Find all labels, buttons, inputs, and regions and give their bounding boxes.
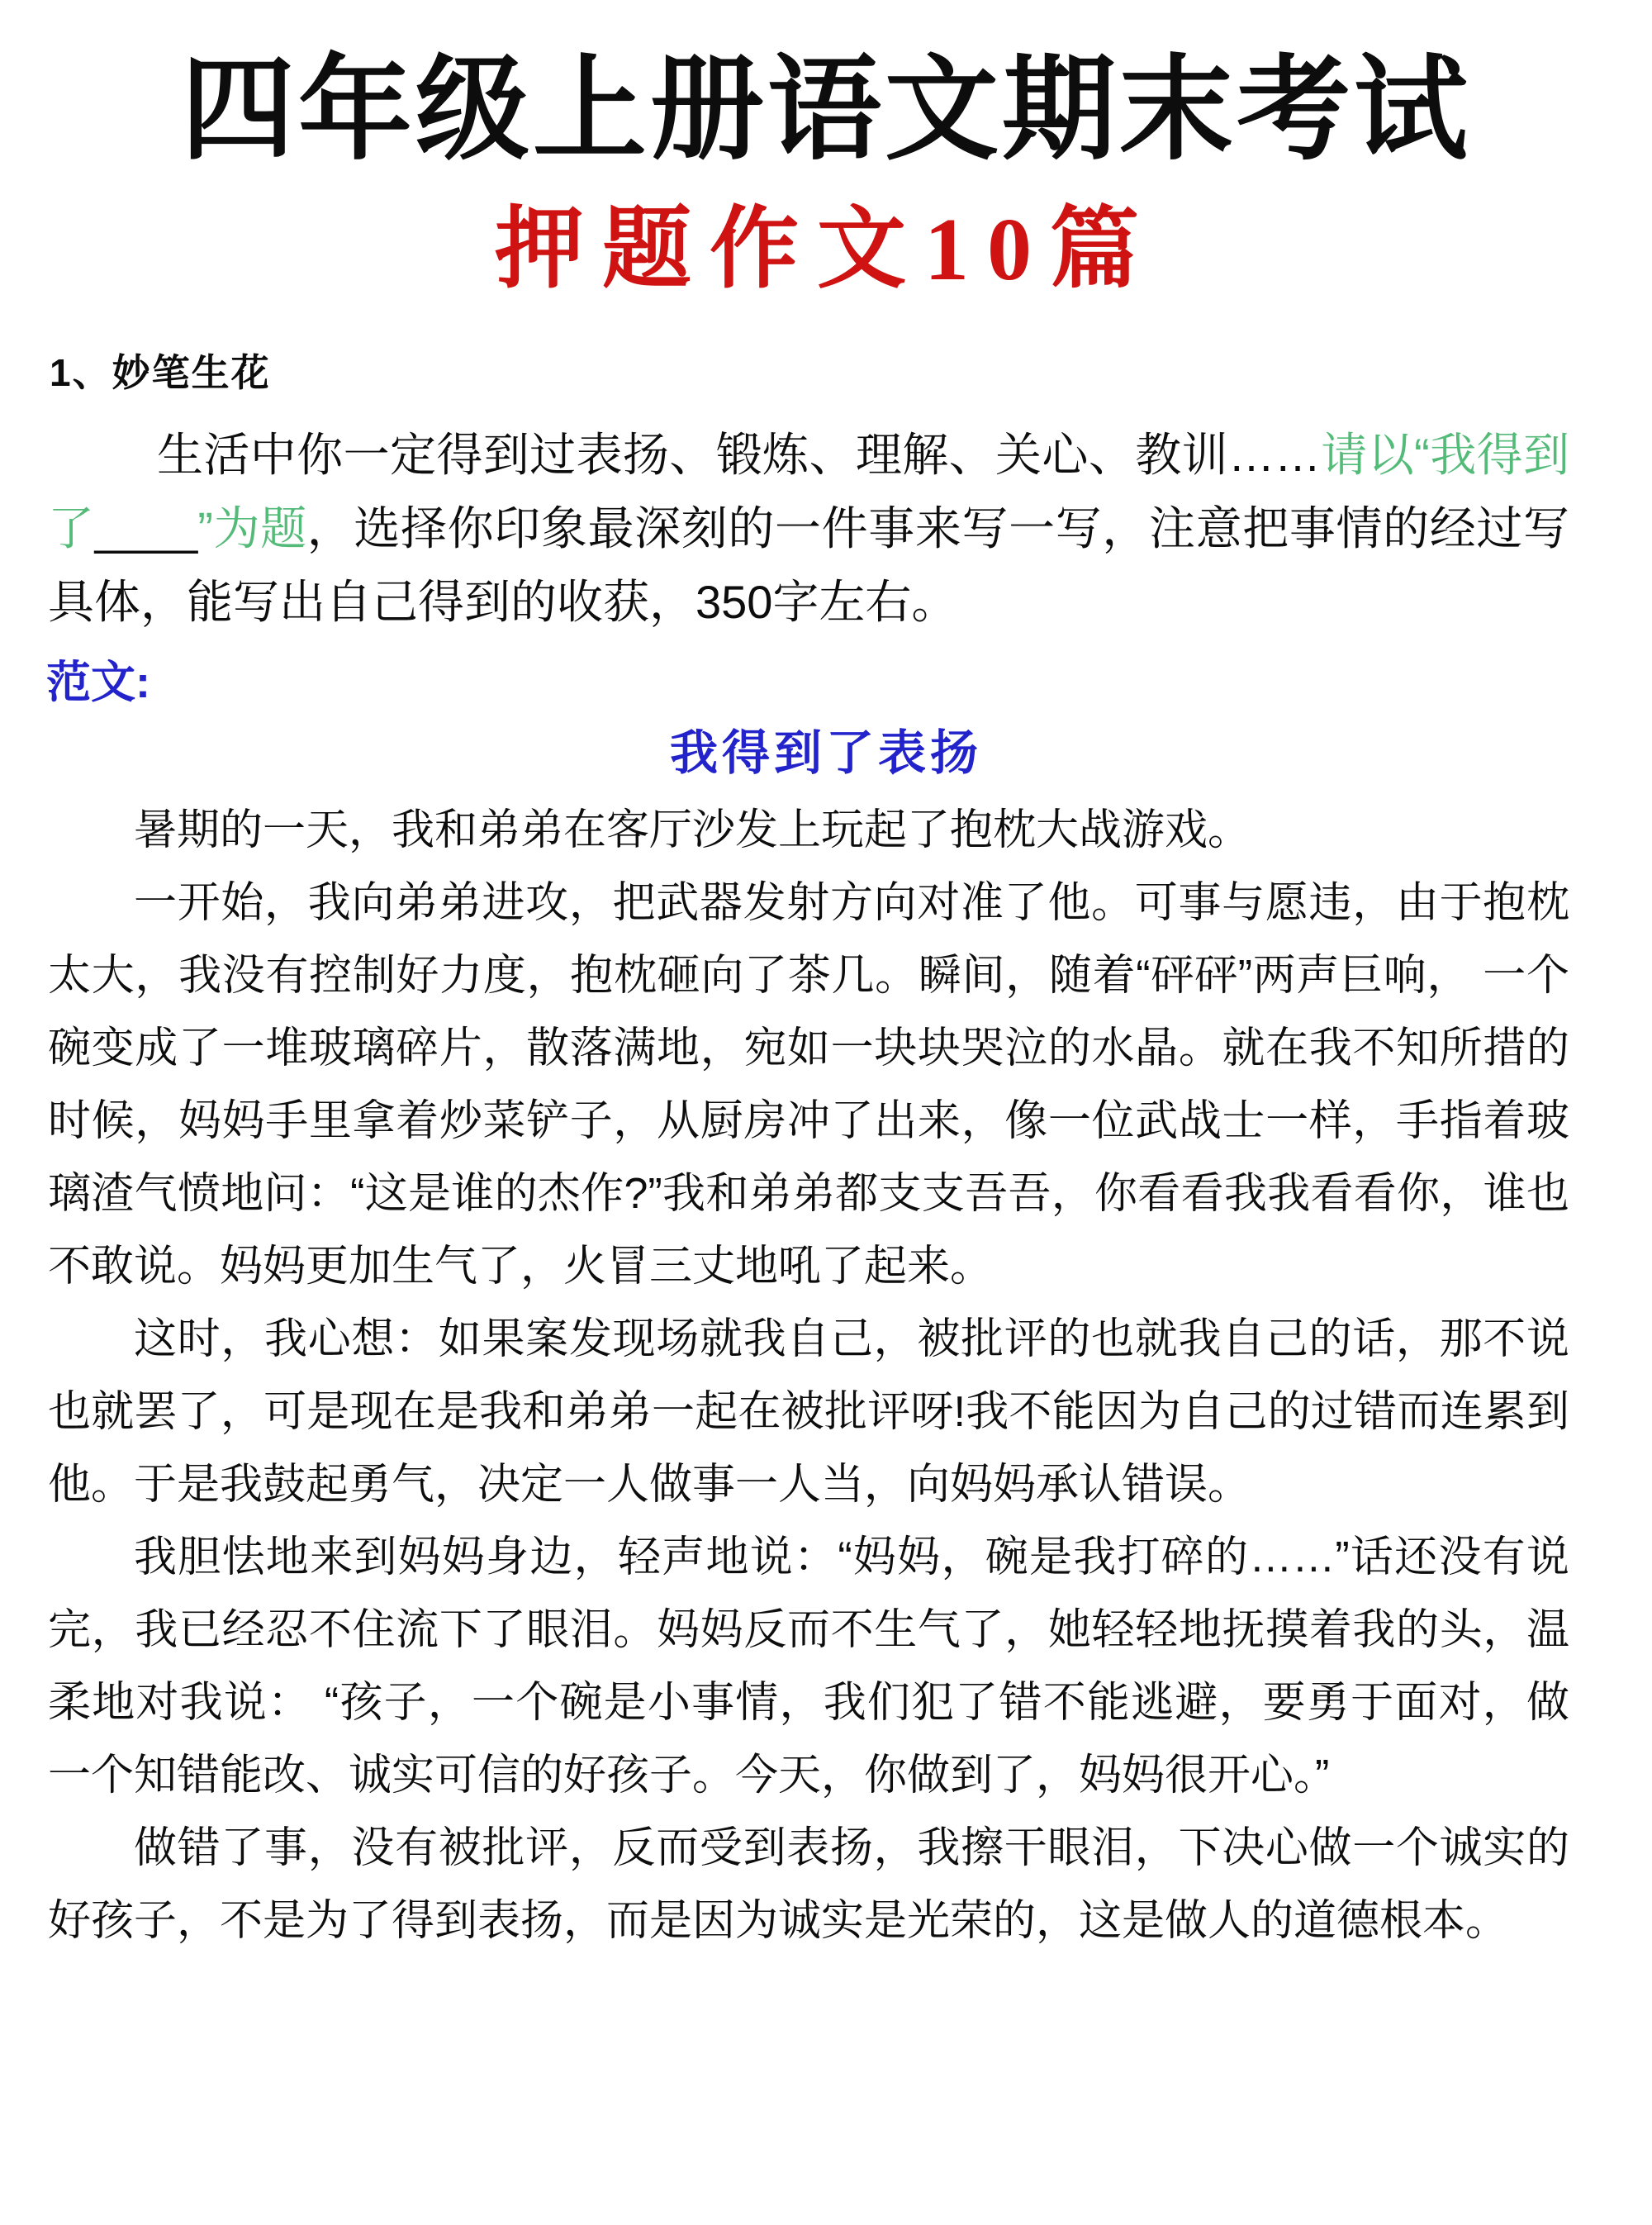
- document-title: 四年级上册语文期末考试: [180, 46, 1471, 174]
- essay-paragraph: 做错了事，没有被批评，反而受到表扬，我擦干眼泪，下决心做一个诚实的好孩子，不是为了得到表扬，而是因为诚实是光荣的，这是做人的道德根本。: [48, 1824, 1569, 1945]
- essay-prompt: [48, 418, 1569, 639]
- section-heading: 1、妙笔生花: [50, 351, 271, 394]
- prompt-segment-green: ”为题: [197, 502, 307, 554]
- prompt-segment-black: 生活中你一定得到过表扬、锻炼、理解、关心、教训……: [157, 429, 1321, 481]
- essay-paragraph: 这时，我心想：如果案发现场就我自己，被批评的也就我自己的话，那不说也就罢了，可是现在是我和弟弟一起在被批评呀!我不能因为自己的过错而连累到他。于是我鼓起勇气，决定一人做事一人当，向妈妈承认错误。: [48, 1315, 1569, 1509]
- essay-paragraph: 我胆怯地来到妈妈身边，轻声地说：“妈妈，碗是我打碎的……”话还没有说完，我已经忍不住流下了眼泪。妈妈反而不生气了，她轻轻地抚摸着我的头，温柔地对我说： “孩子，一个碗是小事情，我们犯了错不能逃避，要勇于面对，做一个知错能改、诚实可信的好孩子。今天，你做到了，妈妈很开心。”: [48, 1533, 1569, 1799]
- prompt-segment-green: 请以“我得到了: [48, 429, 1569, 554]
- essay-paragraph: 一开始，我向弟弟进攻，把武器发射方向对准了他。可事与愿违，由于抱枕太大，我没有控制好力度，抱枕砸向了茶几。瞬间，随着“砰砰”两声巨响， 一个碗变成了一堆玻璃碎片，散落满地，宛如一块块哭泣的水晶。就在我不知所措的时候，妈妈手里拿着炒菜铲子，从厨房冲了出来，像一位武战士一样，手指着玻璃渣气愤地问：“这是谁的杰作?”我和弟弟都支支吾吾，你看看我我看看你，谁也不敢说。妈妈更加生气了，火冒三丈地吼了起来。: [48, 879, 1569, 1291]
- prompt-segment-black: ，选择你印象最深刻的一件事来写一写，注意把事情的经过写具体，能写出自己得到的收获，350字左右。: [48, 502, 1570, 628]
- model-essay-label: 范文:: [46, 658, 150, 707]
- document-page: [0, 43, 1652, 2225]
- document-subtitle: 押题作文10篇: [494, 201, 1157, 299]
- prompt-segment-blank: ____: [94, 502, 198, 554]
- essay-paragraph: 暑期的一天，我和弟弟在客厅沙发上玩起了抱枕大战游戏。: [134, 806, 1251, 854]
- essay-title: 我得到了表扬: [669, 726, 982, 780]
- essay-body: [0, 794, 1652, 1957]
